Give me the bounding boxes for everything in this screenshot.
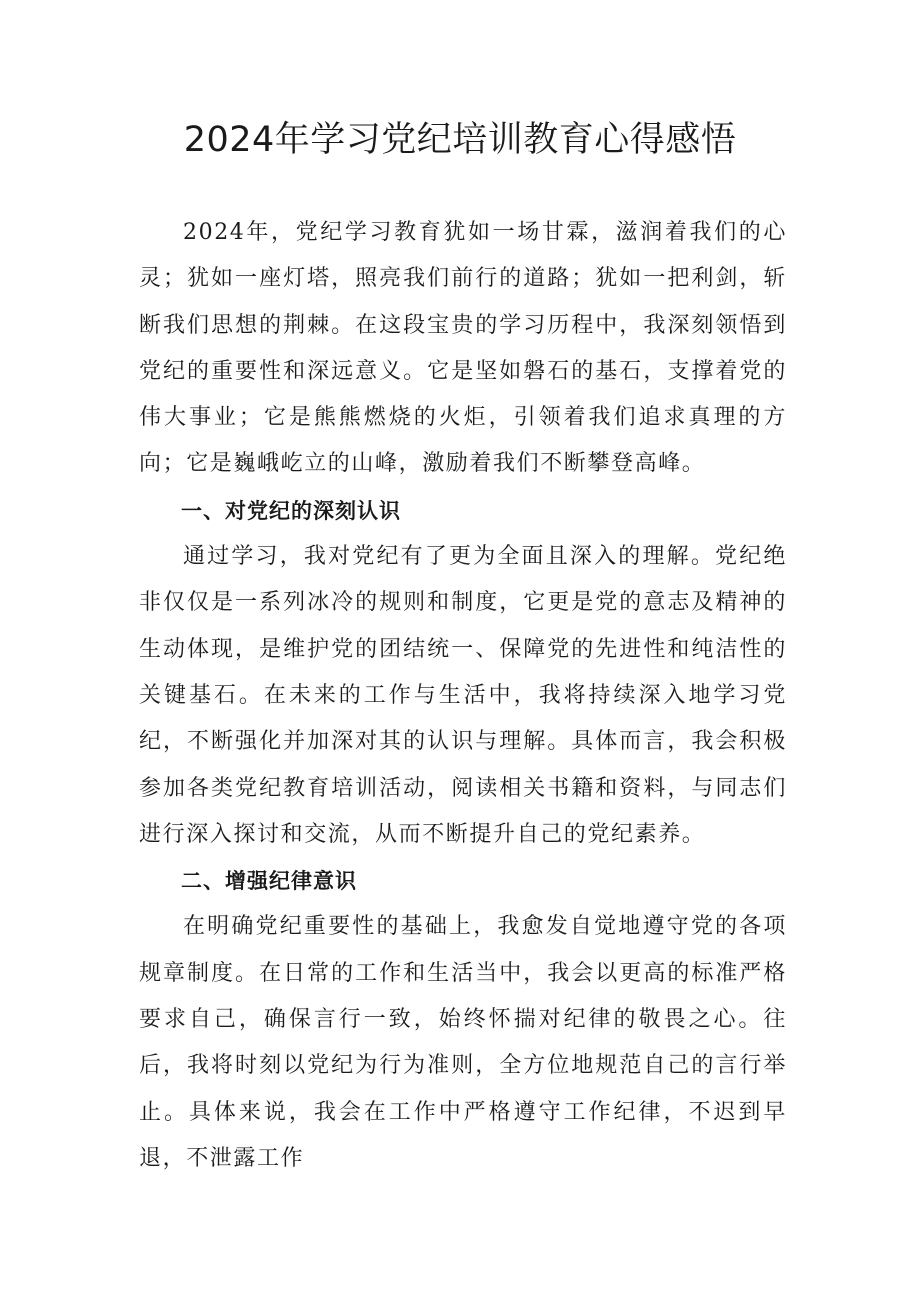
section-paragraph-1: 通过学习，我对党纪有了更为全面且深入的理解。党纪绝非仅仅是一系列冰冷的规则和制度，它更是党的意志及精神的生动体现，是维护党的团结统一、保障党的先进性和纯洁性的关键基石。在未来的工作与生活中，我将持续深入地学习党纪，不断强化并加深对其的认识与理解。具体而言，我会积极参加各类党纪教育培训活动，阅读相关书籍和资料，与同志们进行深入探讨和交流，从而不断提升自己的党纪素养。 (139, 544, 787, 847)
section-heading-2: 二、增强纪律意识 (181, 869, 357, 894)
document-title: 2024年学习党纪培训教育心得感悟 (183, 120, 737, 160)
document-body (139, 210, 787, 1182)
section-paragraph-2: 在明确党纪重要性的基础上，我愈发自觉地遵守党的各项规章制度。在日常的工作和生活当中，我会以更高的标准严格要求自己，确保言行一致，始终怀揣对纪律的敬畏之心。往后，我将时刻以党纪为行为准则，全方位地规范自己的言行举止。具体来说，我会在工作中严格遵守工作纪律，不迟到早退，不泄露工作 (139, 914, 787, 1171)
intro-paragraph: 2024年，党纪学习教育犹如一场甘霖，滋润着我们的心灵；犹如一座灯塔，照亮我们前行的道路；犹如一把利剑，斩断我们思想的荆棘。在这段宝贵的学习历程中，我深刻领悟到党纪的重要性和深远意义。它是坚如磐石的基石，支撑着党的伟大事业；它是熊熊燃烧的火炬，引领着我们追求真理的方向；它是巍峨屹立的山峰，激励着我们不断攀登高峰。 (139, 220, 787, 477)
section-heading-1: 一、对党纪的深刻认识 (181, 498, 401, 523)
